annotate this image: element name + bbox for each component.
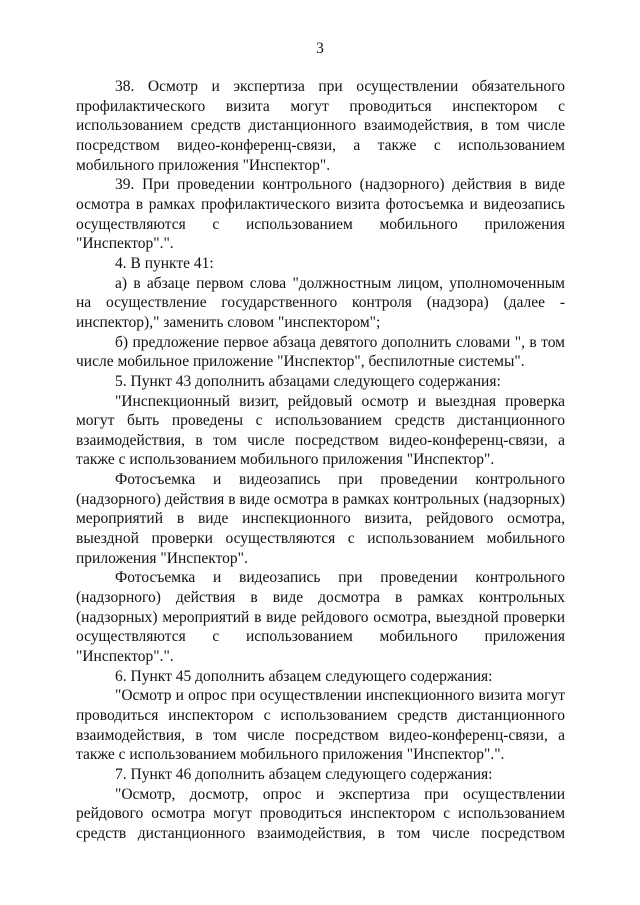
item-5-paragraph-2: Фотосъемка и видеозапись при проведении контрольного (надзорного) действия в виде осмотра в рамках контрольных (надзорных) мероприятий в виде инспекционного визита, рейдового осмотра, выездной проверки осуществляются с использованием мобильного приложения "Инспектор". xyxy=(76,471,565,567)
document-body xyxy=(76,77,565,844)
item-5-heading: 5. Пункт 43 дополнить абзацами следующего содержания: xyxy=(115,372,501,390)
page-number: 3 xyxy=(316,40,324,57)
paragraph-38: 38. Осмотр и экспертиза при осуществлении обязательного профилактического визита могут проводиться инспектором с использованием средств дистанционного взаимодействия, в том числе посредством видео-конференц-связи, а также с использованием мобильного приложения "Инспектор". xyxy=(76,78,565,174)
item-6-heading: 6. Пункт 45 дополнить абзацем следующего содержания: xyxy=(115,667,493,685)
item-4-subitem-a: а) в абзаце первом слова "должностным лицом, уполномоченным на осуществление государственного контроля (надзора) (далее - инспектор)," заменить словом "инспектором"; xyxy=(76,274,565,331)
item-5-paragraph-3: Фотосъемка и видеозапись при проведении контрольного (надзорного) действия в виде досмотра в рамках контрольных (надзорных) мероприятий в виде рейдового осмотра, выездной проверки осуществляются с использованием мобильного приложения "Инспектор".". xyxy=(76,569,565,666)
item-4-subitem-b: б) предложение первое абзаца девятого дополнить словами ", в том числе мобильное приложение "Инспектор", беспилотные системы". xyxy=(76,333,565,371)
paragraph-39: 39. При проведении контрольного (надзорного) действия в виде осмотра в рамках профилактического визита фотосъемка и видеозапись осуществляются с использованием мобильного приложения "Инспектор".". xyxy=(76,176,565,253)
item-4-heading: 4. В пункте 41: xyxy=(115,254,214,272)
item-7-paragraph: "Осмотр, досмотр, опрос и экспертиза при осуществлении рейдового осмотра могут проводиться инспектором с использованием средств дистанционного взаимодействия, в том числе посредством xyxy=(76,785,565,842)
item-6-paragraph: "Осмотр и опрос при осуществлении инспекционного визита могут проводиться инспектором с использованием средств дистанционного взаимодействия, в том числе посредством видео-конференц-связи, а также с использованием мобильного приложения "Инспектор".". xyxy=(76,687,565,764)
item-5-paragraph-1: "Инспекционный визит, рейдовый осмотр и выездная проверка могут быть проведены с использованием средств дистанционного взаимодействия, в том числе посредством видео-конференц-связи, а также с использованием мобильного приложения "Инспектор". xyxy=(76,392,565,469)
item-7-heading: 7. Пункт 46 дополнить абзацем следующего содержания: xyxy=(115,765,493,783)
